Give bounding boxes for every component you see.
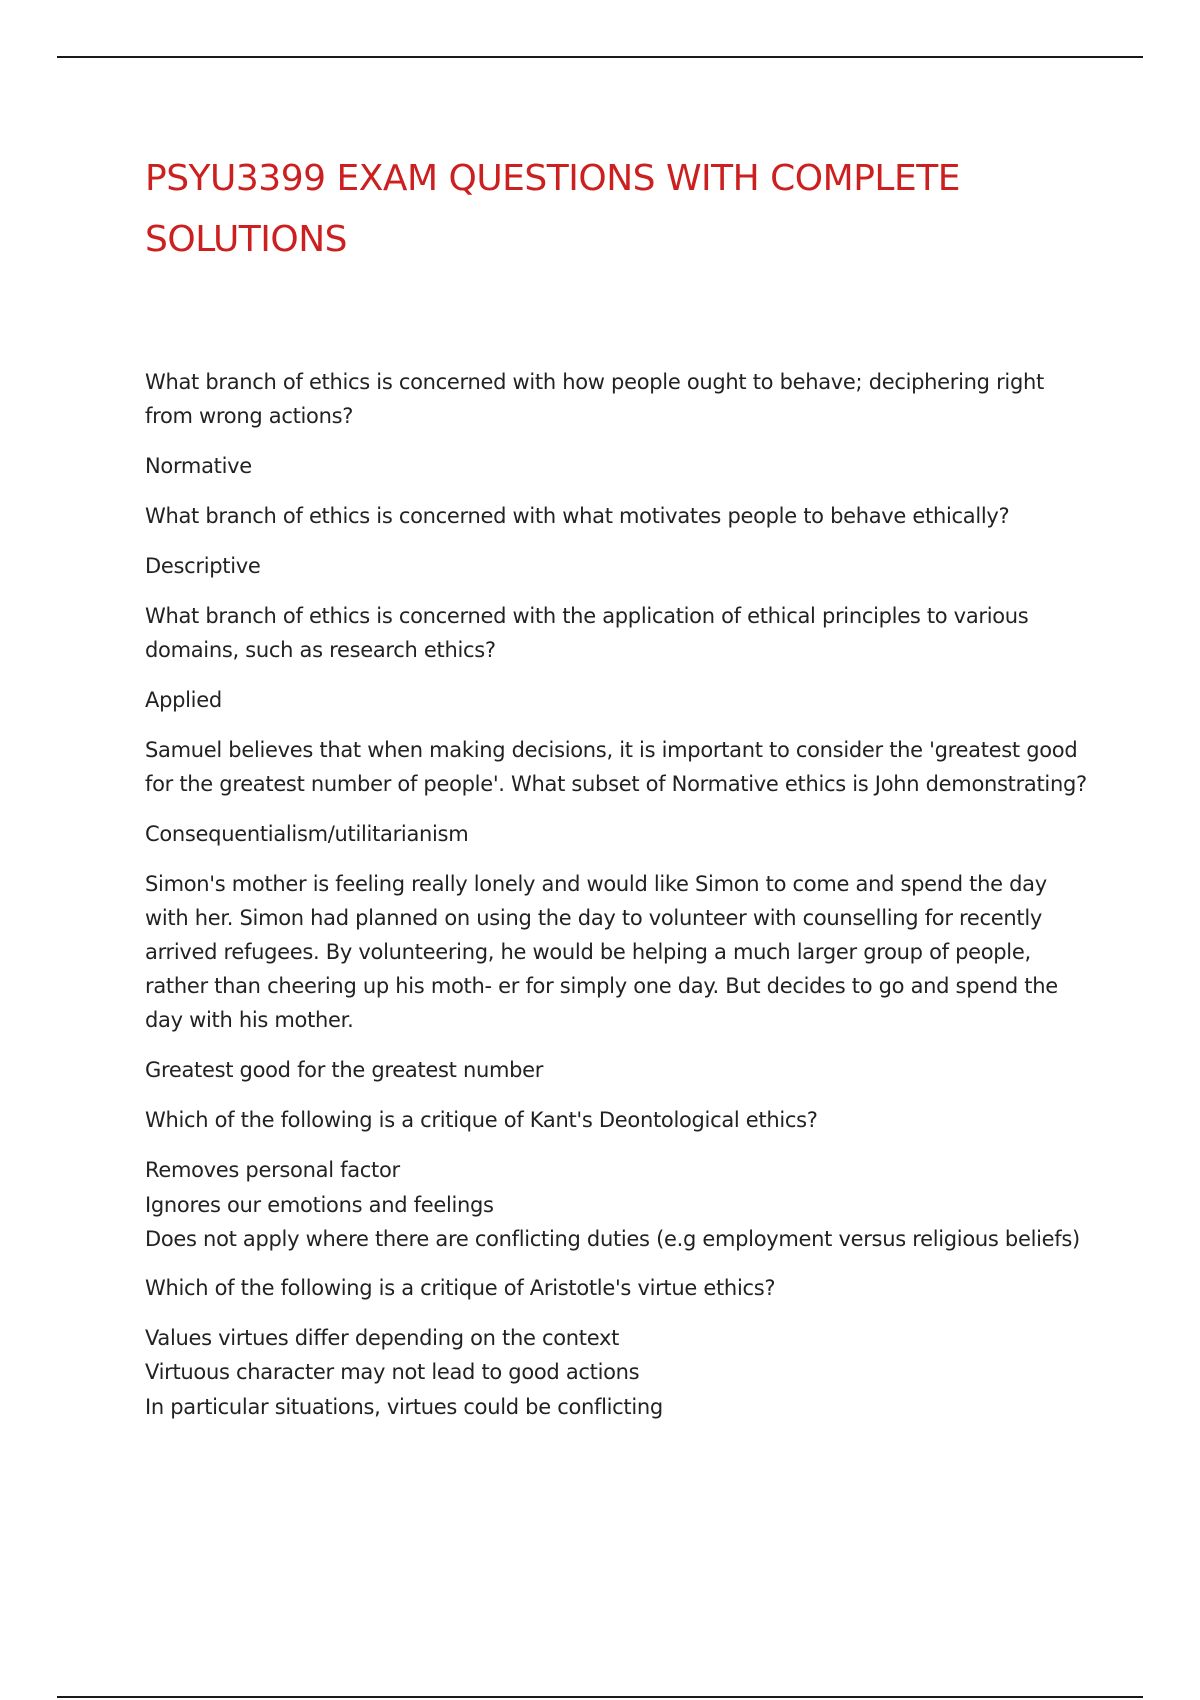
bottom-rule [57, 1696, 1143, 1698]
qa-content [145, 365, 1095, 1438]
question-6: Which of the following is a critique of Kant's Deontological ethics? [145, 1108, 818, 1132]
answer-2: Descriptive [145, 554, 261, 578]
answer-3: Applied [145, 688, 222, 712]
answer-1: Normative [145, 454, 252, 478]
list-item: Removes personal factor [145, 1158, 400, 1182]
list-item: In particular situations, virtues could be conflicting [145, 1394, 663, 1419]
list-item: Values virtues differ depending on the context [145, 1325, 620, 1350]
answer-5: Greatest good for the greatest number [145, 1058, 544, 1082]
question-2: What branch of ethics is concerned with what motivates people to behave ethically? [145, 504, 1010, 528]
question-1: What branch of ethics is concerned with how people ought to behave; deciphering right from wrong actions? [145, 370, 1044, 428]
question-7: Which of the following is a critique of Aristotle's virtue ethics? [145, 1275, 776, 1300]
answer-4: Consequentialism/utilitarianism [145, 822, 469, 846]
list-item: Virtuous character may not lead to good actions [145, 1360, 640, 1384]
answer-7-list [145, 1321, 1095, 1425]
question-3: What branch of ethics is concerned with the application of ethical principles to various domains, such as research ethics? [145, 604, 1029, 662]
question-4: Samuel believes that when making decisions, it is important to consider the 'greatest good for the greatest number of people'. What subset of Normative ethics is John demonstrating? [145, 738, 1087, 796]
document-title: PSYU3399 EXAM QUESTIONS WITH COMPLETE SOLUTIONS [145, 158, 960, 260]
top-rule [57, 56, 1143, 58]
question-5: Simon's mother is feeling really lonely and would like Simon to come and spend the day with her. Simon had planned on using the day to volunteer with counselling for recently arrived refugees. By volunteering, he would be helping a much larger group of people, rather than cheering up his moth- er for simply one day. But decides to go and spend the day with his mother. [145, 872, 1058, 1032]
list-item: Ignores our emotions and feelings [145, 1192, 494, 1217]
list-item: Does not apply where there are conflicting duties (e.g employment versus religious beliefs) [145, 1227, 1080, 1251]
answer-6-list [145, 1153, 1095, 1257]
